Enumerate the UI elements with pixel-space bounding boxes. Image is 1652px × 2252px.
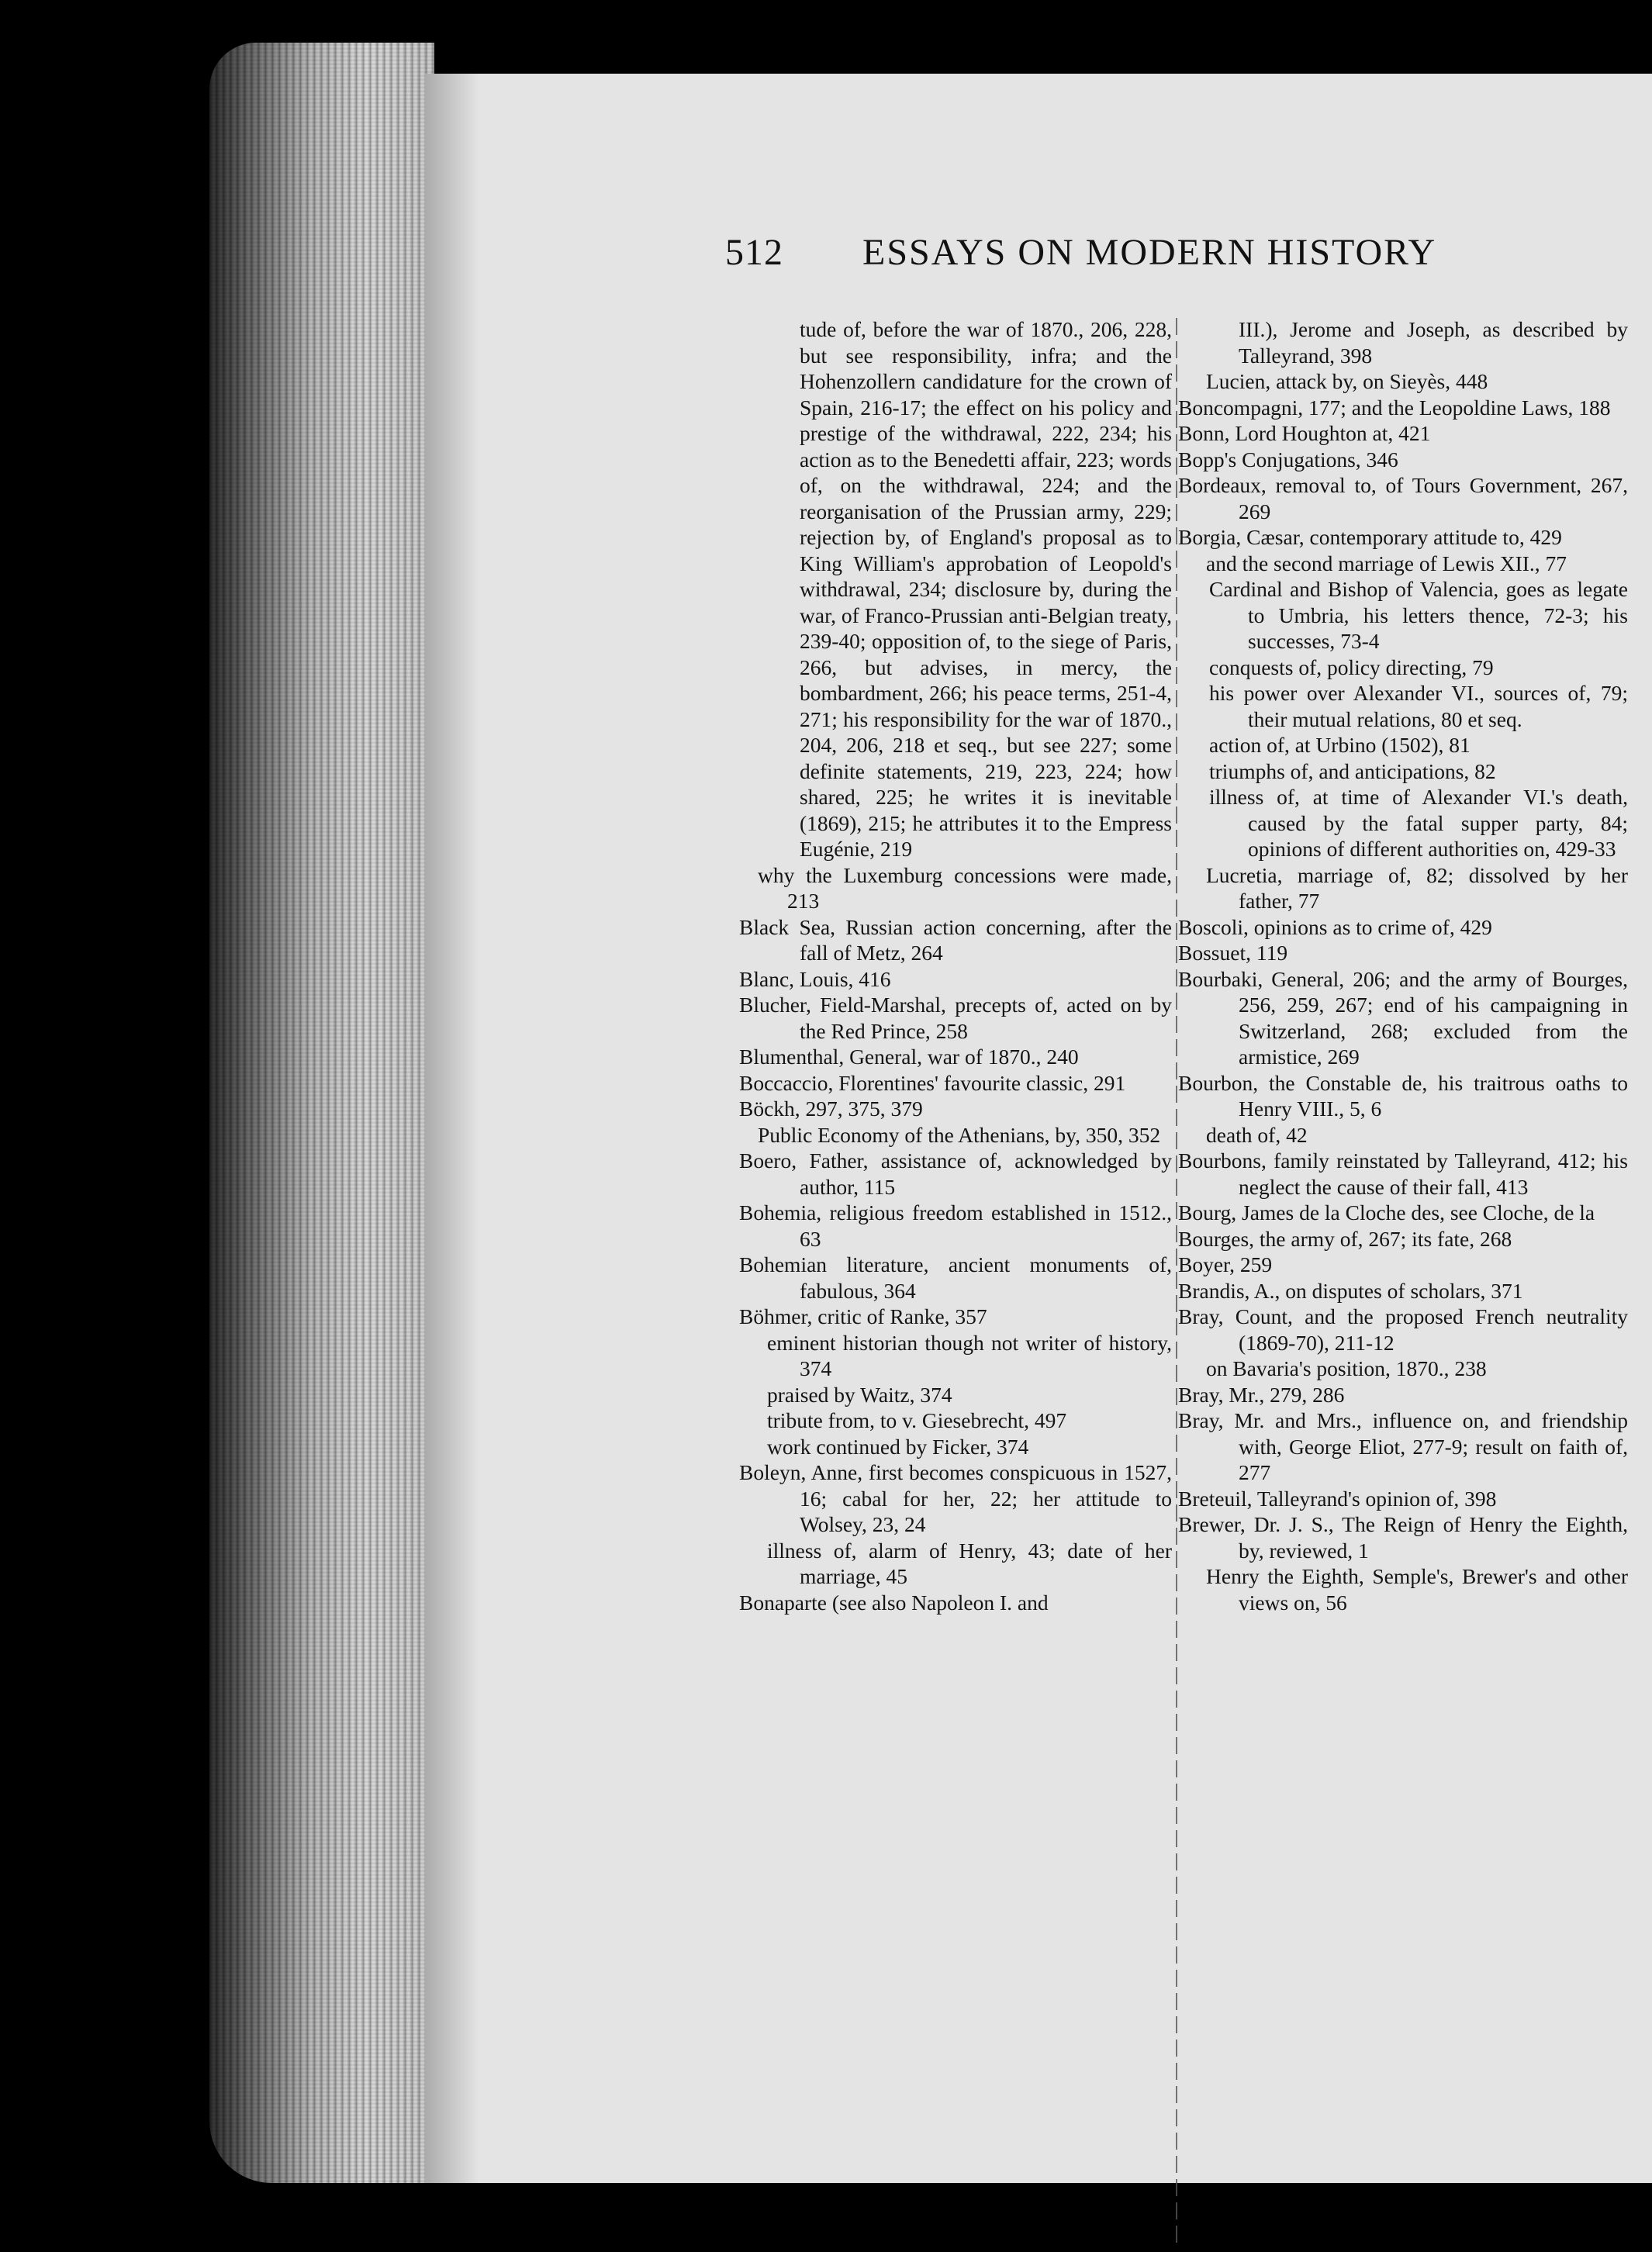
index-entry: Boyer, 259 <box>1178 1252 1273 1276</box>
index-entry: tude of, before the war of 1870., 206, 228, but see responsibility, infra; and the Hohenzollern candidature for the crown of Spain, 216-17; the effect on his policy and prestige of the withdrawal, 222, 234; his action as to the Benedetti affair, 223; words of, on the withdrawal, 224; and the reorganisation of the Prussian army, 229; rejection by, of England's proposal as to King William's approbation of Leopold's withdrawal, 234; disclosure by, during the war, of Franco-Prussian anti-Belgian treaty, 239-40; opposition of, to the siege of Paris, 266, but advises, in mercy, the bombardment, 266; his peace terms, 251-4, 271; his responsibility for the war of 1870., 204, 206, 218 et seq., but see 227; some definite statements, 219, 223, 224; how shared, 225; he writes it is inevitable (1869), 215; he attributes it to the Empress Eugénie, 219 <box>800 317 1172 861</box>
index-entry: Borgia, Cæsar, contemporary attitude to, 429 <box>1178 525 1562 549</box>
index-entry: why the Luxemburg concessions were made, 213 <box>758 862 1172 913</box>
index-entry: Brandis, A., on disputes of scholars, 371 <box>1178 1278 1523 1303</box>
index-entry: Bray, Mr., 279, 286 <box>1178 1382 1345 1407</box>
index-entry: conquests of, policy directing, 79 <box>1209 655 1494 679</box>
index-entry: on Bavaria's position, 1870., 238 <box>1206 1356 1487 1380</box>
index-column-right <box>1178 316 1628 1615</box>
index-entry: Lucretia, marriage of, 82; dissolved by her father, 77 <box>1206 862 1628 913</box>
index-entry: III.), Jerome and Joseph, as described by Talleyrand, 398 <box>1239 317 1628 368</box>
index-entry: Bray, Count, and the proposed French neutrality (1869-70), 211-12 <box>1178 1304 1628 1355</box>
index-entry: Blucher, Field-Marshal, precepts of, acted on by the Red Prince, 258 <box>739 993 1172 1043</box>
index-entry: Public Economy of the Athenians, by, 350, 352 <box>758 1122 1161 1147</box>
running-head: ESSAYS ON MODERN HISTORY <box>862 232 1437 273</box>
book-page-edges <box>209 43 434 2183</box>
index-column-left <box>739 316 1172 1615</box>
index-entry: Black Sea, Russian action concerning, after the fall of Metz, 264 <box>739 914 1172 965</box>
index-entry: triumphs of, and anticipations, 82 <box>1209 758 1496 783</box>
index-entry: Bohemia, religious freedom established in 1512., 63 <box>739 1200 1172 1251</box>
index-entry: Brewer, Dr. J. S., The Reign of Henry the Eighth, by, reviewed, 1 <box>1178 1512 1628 1563</box>
index-entry: Bopp's Conjugations, 346 <box>1178 447 1398 471</box>
index-entry: Blumenthal, General, war of 1870., 240 <box>739 1045 1079 1069</box>
index-entry: Blanc, Louis, 416 <box>739 966 891 991</box>
column-divider <box>1176 318 1177 2249</box>
index-entry: death of, 42 <box>1206 1122 1308 1147</box>
index-entry: Böhmer, critic of Ranke, 357 <box>739 1304 987 1328</box>
index-entry: Lucien, attack by, on Sieyès, 448 <box>1206 369 1488 393</box>
index-entry: his power over Alexander VI., sources of, 79; their mutual relations, 80 et seq. <box>1209 681 1628 731</box>
index-entry: eminent historian though not writer of history, 374 <box>767 1330 1172 1380</box>
index-entry: Bray, Mr. and Mrs., influence on, and friendship with, George Eliot, 277-9; result on faith of, 277 <box>1178 1408 1628 1484</box>
index-entry: Cardinal and Bishop of Valencia, goes as legate to Umbria, his letters thence, 72-3; his successes, 73-4 <box>1209 577 1628 653</box>
index-entry: Boero, Father, assistance of, acknowledged by author, 115 <box>739 1148 1172 1199</box>
index-entry: Bossuet, 119 <box>1178 941 1288 965</box>
index-entry: Breteuil, Talleyrand's opinion of, 398 <box>1178 1486 1497 1511</box>
index-entry: Boleyn, Anne, first becomes conspicuous in 1527, 16; cabal for her, 22; her attitude to Wolsey, 23, 24 <box>739 1460 1172 1536</box>
index-entry: tribute from, to v. Giesebrecht, 497 <box>767 1408 1067 1432</box>
index-entry: Bonn, Lord Houghton at, 421 <box>1178 421 1431 445</box>
index-entry: Bonaparte (see also Napoleon I. and <box>739 1590 1049 1615</box>
index-entry: Bordeaux, removal to, of Tours Government, 267, 269 <box>1178 473 1628 523</box>
index-entry: Bourbons, family reinstated by Talleyrand, 412; his neglect the cause of their fall, 413 <box>1178 1148 1628 1199</box>
index-entry: Boncompagni, 177; and the Leopoldine Laws, 188 <box>1178 395 1611 420</box>
index-entry: illness of, alarm of Henry, 43; date of her marriage, 45 <box>767 1538 1172 1588</box>
index-entry: Bourbon, the Constable de, his traitrous oaths to Henry VIII., 5, 6 <box>1178 1070 1628 1121</box>
index-entry: and the second marriage of Lewis XII., 77 <box>1206 551 1567 575</box>
index-entry: work continued by Ficker, 374 <box>767 1434 1029 1459</box>
index-entry: Bohemian literature, ancient monuments of, fabulous, 364 <box>739 1252 1172 1303</box>
index-entry: Bourges, the army of, 267; its fate, 268 <box>1178 1226 1512 1251</box>
index-entry: illness of, at time of Alexander VI.'s death, caused by the fatal supper party, 84; opinions of different authorities on, 429-33 <box>1209 785 1628 861</box>
index-entry: praised by Waitz, 374 <box>767 1382 952 1407</box>
index-entry: Bourbaki, General, 206; and the army of Bourges, 256, 259, 267; end of his campaigning in Switzerland, 268; excluded from the armistice, 269 <box>1178 966 1628 1069</box>
index-entry: Bourg, James de la Cloche des, see Cloche, de la <box>1178 1200 1595 1224</box>
index-entry: Böckh, 297, 375, 379 <box>739 1097 923 1121</box>
index-entry: Boscoli, opinions as to crime of, 429 <box>1178 914 1492 939</box>
index-entry: action of, at Urbino (1502), 81 <box>1209 733 1471 757</box>
index-entry: Boccaccio, Florentines' favourite classic, 291 <box>739 1070 1126 1095</box>
index-entry: Henry the Eighth, Semple's, Brewer's and other views on, 56 <box>1206 1564 1628 1615</box>
page-number: 512 <box>725 232 783 273</box>
